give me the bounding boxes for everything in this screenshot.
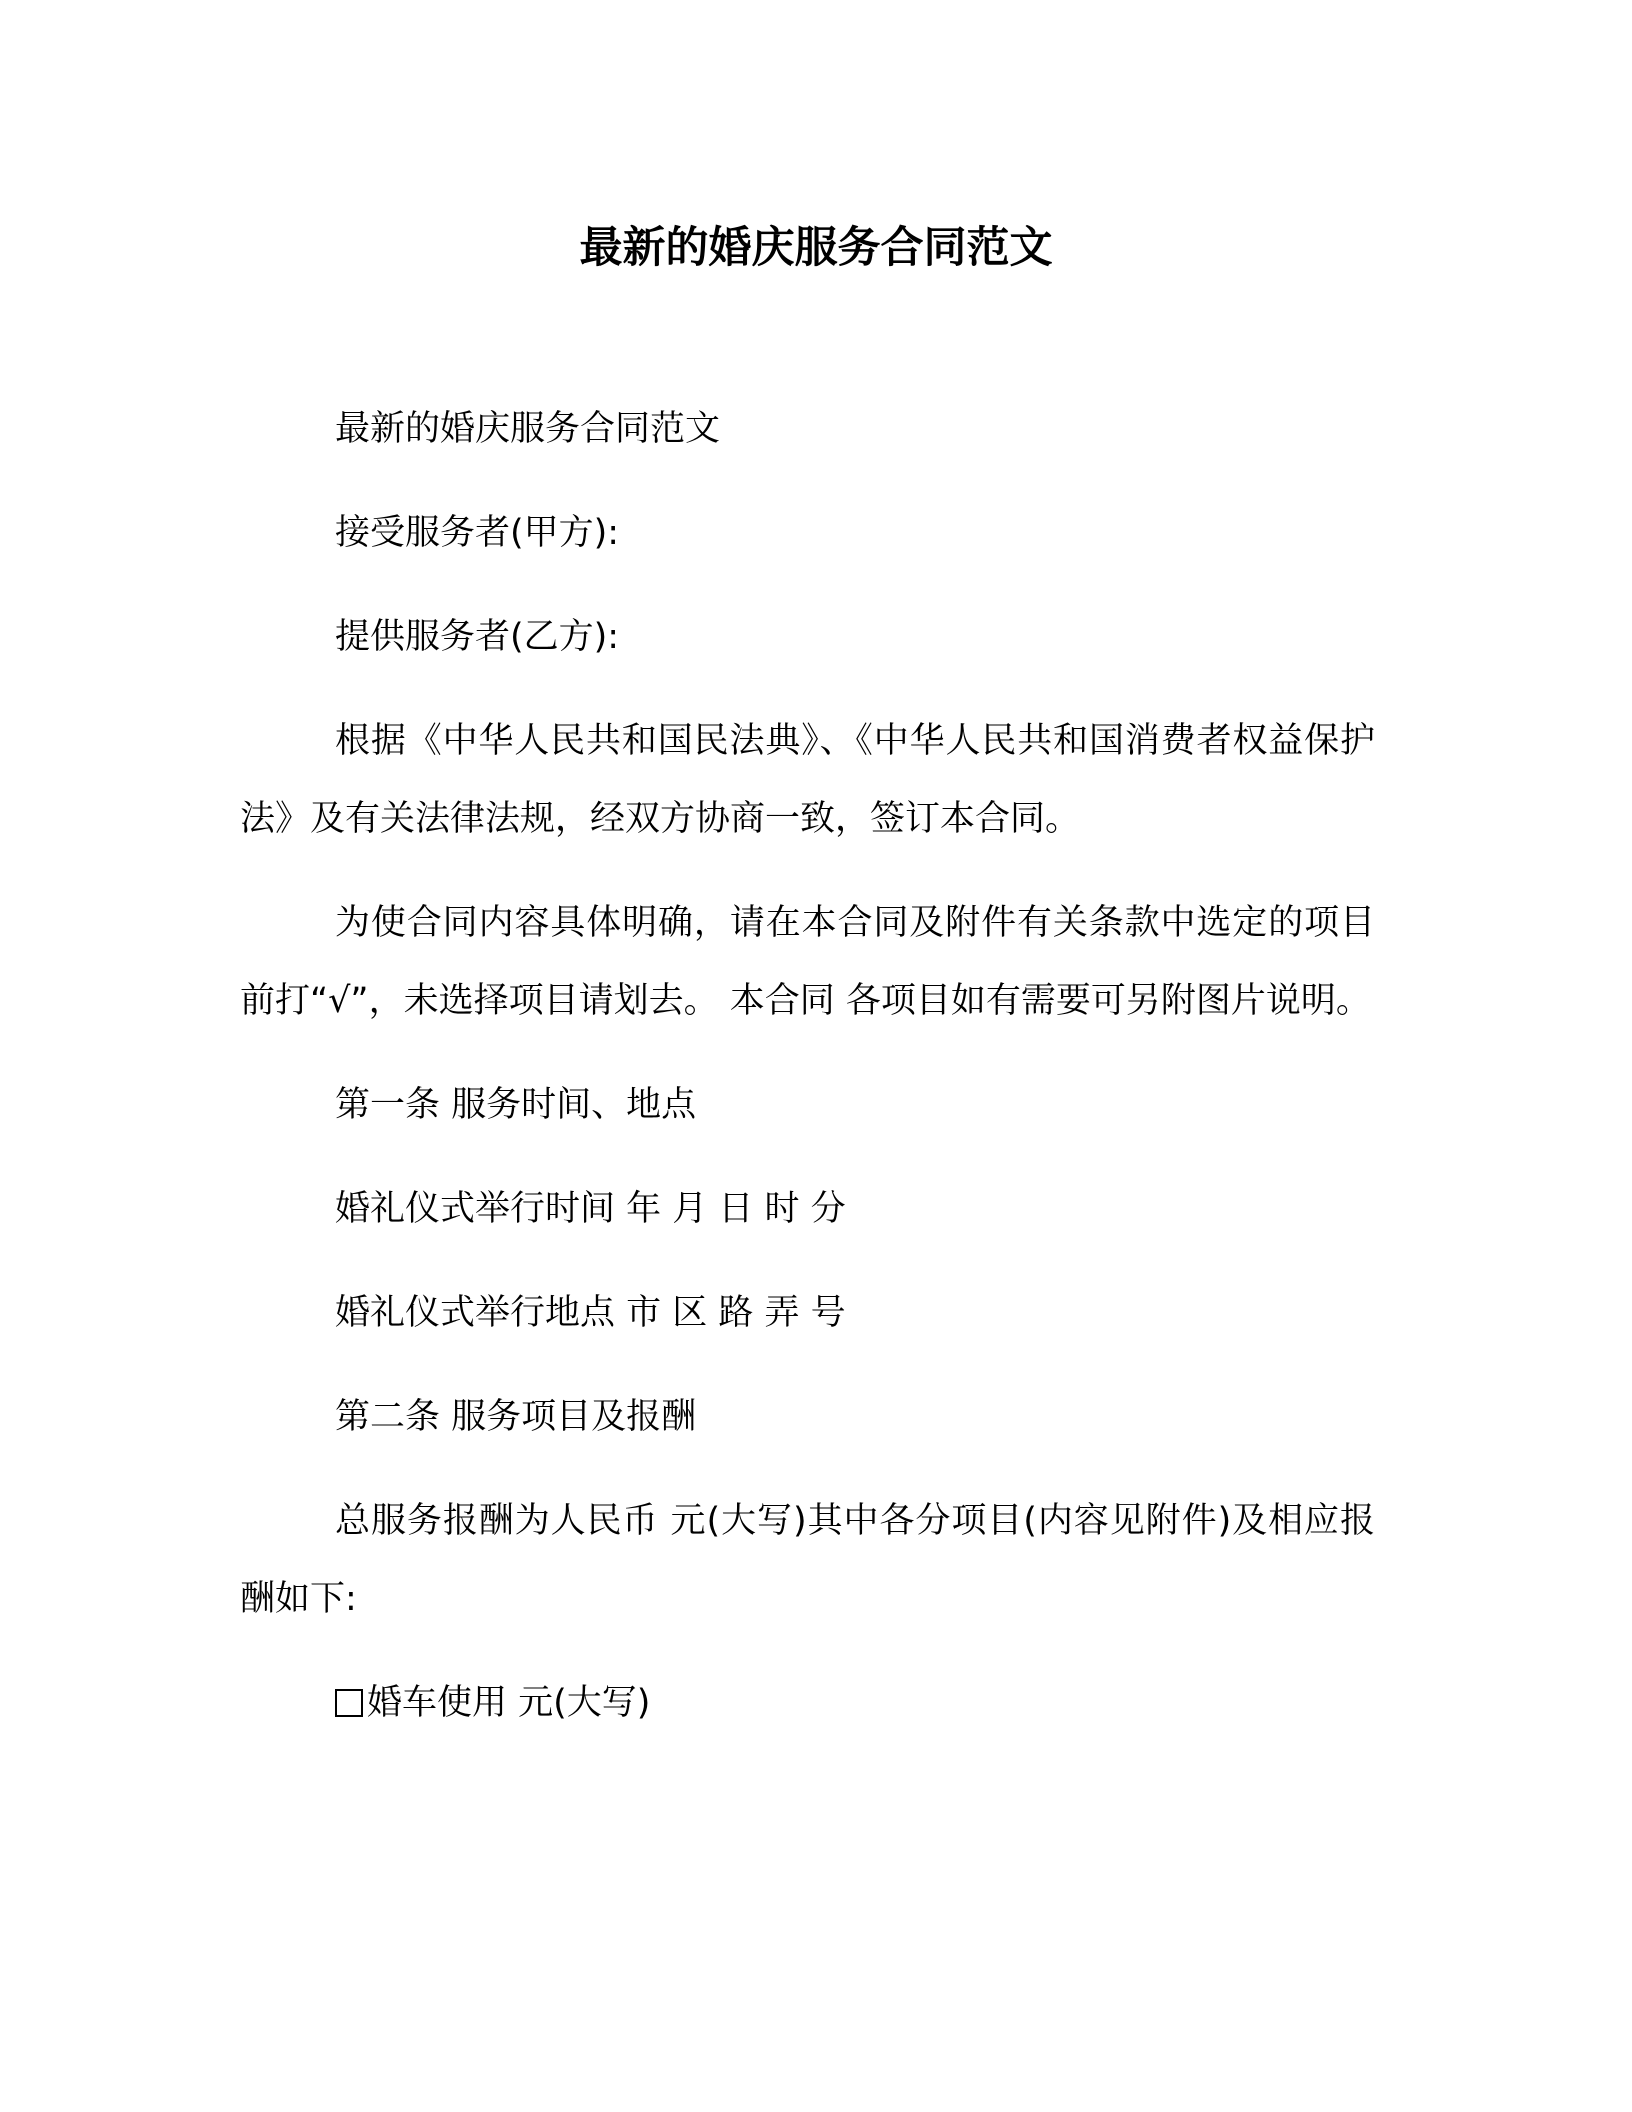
- paragraph-ceremony-time: 婚礼仪式举行时间 年 月 日 时 分: [335, 1189, 846, 1229]
- paragraph-total-fee: 总服务报酬为人民币 元(大写)其中各分项目(内容见附件)及相应报酬如下:: [240, 1501, 1375, 1619]
- paragraph-ceremony-place: 婚礼仪式举行地点 市 区 路 弄 号: [335, 1293, 846, 1333]
- paragraph-article-1: 第一条 服务时间、地点: [335, 1085, 697, 1125]
- paragraph-article-2: 第二条 服务项目及报酬: [335, 1397, 697, 1437]
- document-body: [240, 390, 1375, 1742]
- paragraph-legal-basis: 根据《中华人民共和国民法典》、《中华人民共和国消费者权益保护法》及有关法律法规，经双方协商一致，签订本合同。: [240, 721, 1375, 839]
- paragraph-party-a: 接受服务者(甲方):: [335, 513, 620, 553]
- checkbox-item-label: 婚车使用 元(大写): [367, 1683, 651, 1723]
- checkbox-icon: [335, 1689, 363, 1717]
- paragraph-heading: 最新的婚庆服务合同范文: [335, 409, 721, 449]
- checkbox-item-wedding-car: [240, 1664, 1375, 1742]
- document-title: 最新的婚庆服务合同范文: [579, 223, 1053, 273]
- paragraph-party-b: 提供服务者(乙方):: [335, 617, 620, 657]
- paragraph-instructions: 为使合同内容具体明确，请在本合同及附件有关条款中选定的项目前打“√”，未选择项目请划去。 本合同 各项目如有需要可另附图片说明。: [240, 903, 1375, 1021]
